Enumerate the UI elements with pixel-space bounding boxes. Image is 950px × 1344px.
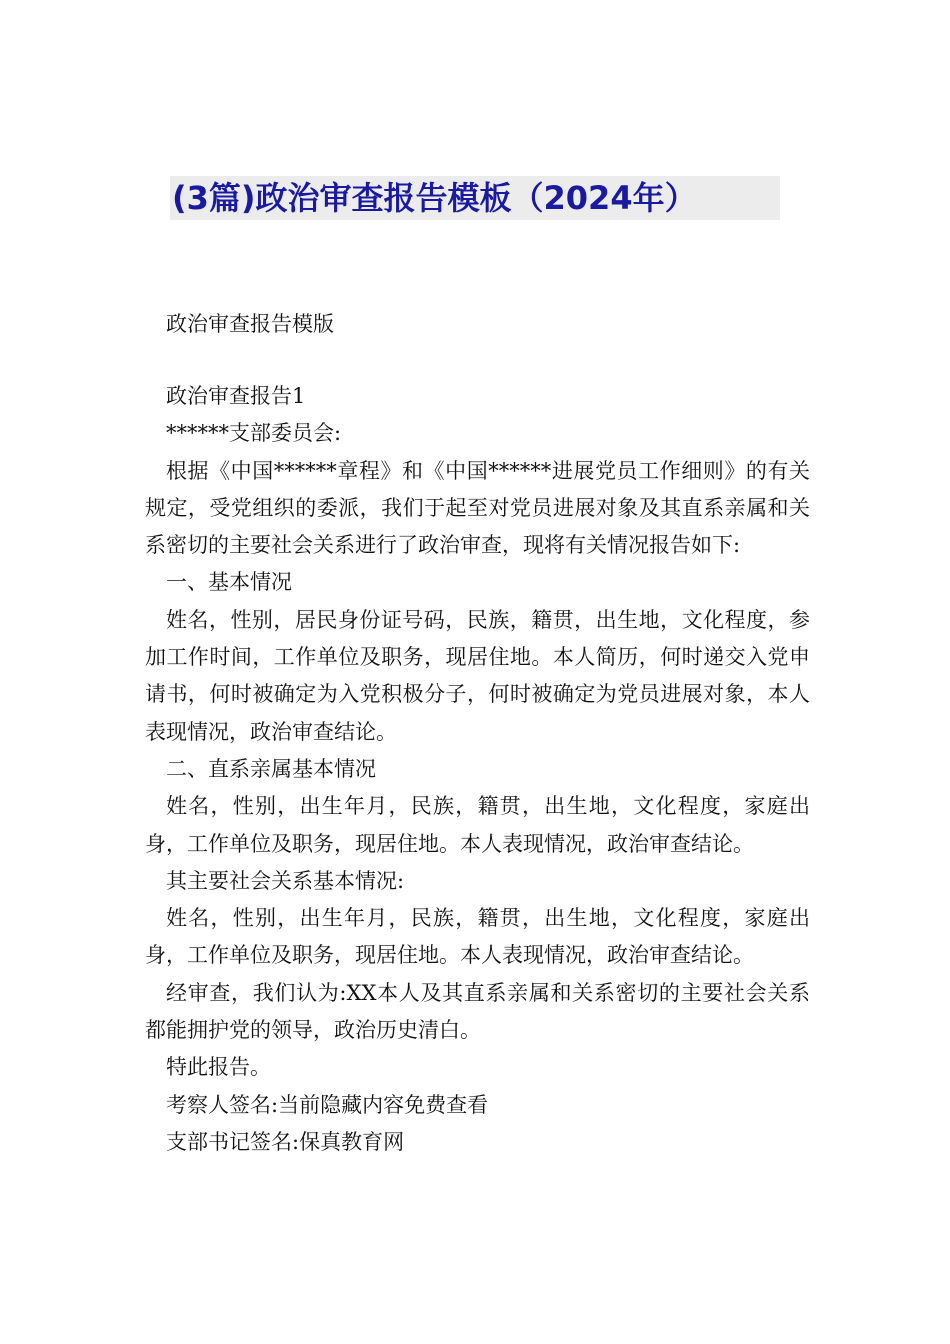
- section-3-paragraph: 姓名，性别，出生年月，民族，籍贯，出生地，文化程度，家庭出身，工作单位及职务，现居住地。本人表现情况，政治审查结论。: [145, 906, 810, 968]
- document-subtitle: 政治审查报告模版: [166, 312, 334, 336]
- section-1-heading: 一、基本情况: [166, 570, 292, 595]
- section-2-paragraph: 姓名，性别，出生年月，民族，籍贯，出生地，文化程度，家庭出身，工作单位及职务，现居住地。本人表现情况，政治审查结论。: [145, 794, 810, 856]
- document-body: [145, 378, 810, 1161]
- document-title: (3篇)政治审查报告模板（2024年）: [172, 179, 697, 217]
- section-1-paragraph: 姓名，性别，居民身份证号码，民族，籍贯，出生地，文化程度，参加工作时间，工作单位及职务，现居住地。本人简历，何时递交入党申请书，何时被确定为入党积极分子，何时被确定为党员进展对象，本人表现情况，政治审查结论。: [145, 607, 810, 744]
- secretary-signature: 支部书记签名:保真教育网: [166, 1129, 405, 1154]
- section-3-heading: 其主要社会关系基本情况:: [166, 868, 405, 893]
- conclusion-paragraph: 经审查，我们认为:XX本人及其直系亲属和关系密切的主要社会关系都能拥护党的领导，政治历史清白。: [145, 980, 810, 1043]
- closing-line: 特此报告。: [166, 1055, 271, 1080]
- inspector-signature: 考察人签名:当前隐藏内容免费查看: [166, 1092, 489, 1117]
- salutation: ******支部委员会:: [166, 421, 342, 446]
- intro-paragraph: 根据《中国******章程》和《中国******进展党员工作细则》的有关规定，受党组织的委派，我们于起至对党员进展对象及其直系亲属和关系密切的主要社会关系进行了政治审查，现将有关情况报告如下:: [145, 458, 810, 558]
- report-heading: 政治审查报告1: [166, 384, 306, 408]
- section-2-heading: 二、直系亲属基本情况: [166, 756, 376, 781]
